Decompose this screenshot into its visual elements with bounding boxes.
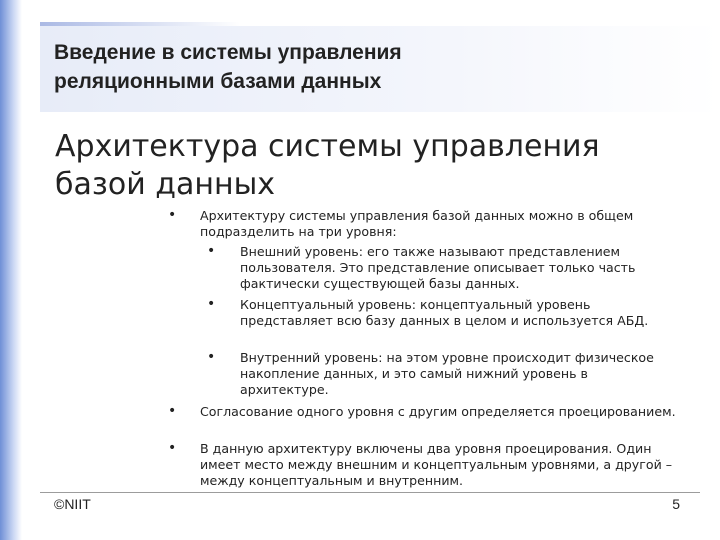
sub-bullet-item (207, 296, 680, 329)
bullet-dot-icon: • (168, 403, 177, 419)
footer-copyright: ©NIIT (54, 496, 91, 512)
slide-title (55, 128, 695, 204)
bullet-text: Согласование одного уровня с другим определяется проецированием. (200, 404, 676, 419)
bullet-dot-icon: • (168, 440, 177, 456)
footer-divider (40, 492, 700, 493)
bullet-text: Внутренний уровень: на этом уровне происходит физическое накопление данных, и это самый нижний уровень в архитектуре. (240, 350, 654, 397)
bullet-dot-icon: • (168, 207, 177, 223)
sub-bullet-item (207, 243, 680, 292)
bullet-item (168, 403, 680, 420)
bullet-text: В данную архитектуру включены два уровня проецирования. Один имеет место между внешним и концептуальным уровнями, а другой – между концептуальным и внутренним. (200, 441, 673, 488)
bullet-item (168, 440, 680, 489)
bullet-dot-icon: • (207, 349, 216, 365)
header-title (54, 38, 654, 96)
page-number: 5 (672, 496, 680, 512)
bullet-text: Концептуальный уровень: концептуальный уровень представляет всю базу данных в целом и используется АБД. (240, 297, 649, 328)
header-title-line-2: реляционными базами данных (54, 70, 382, 93)
bullet-text: Внешний уровень: его также называют представлением пользователя. Это представление описывает только часть фактически существующей базы данных. (240, 244, 636, 291)
bullet-dot-icon: • (207, 243, 216, 259)
bullet-text: Архитектуру системы управления базой данных можно в общем подразделить на три уровня: (200, 208, 634, 239)
left-decorative-strip (0, 0, 22, 540)
slide-title-line-1: Архитектура системы управления (55, 129, 600, 164)
header-title-line-1: Введение в системы управления (54, 41, 402, 64)
bullet-dot-icon: • (207, 296, 216, 312)
sub-bullet-item (207, 349, 680, 398)
bullet-item (168, 207, 680, 240)
slide-title-line-2: базой данных (55, 167, 276, 202)
